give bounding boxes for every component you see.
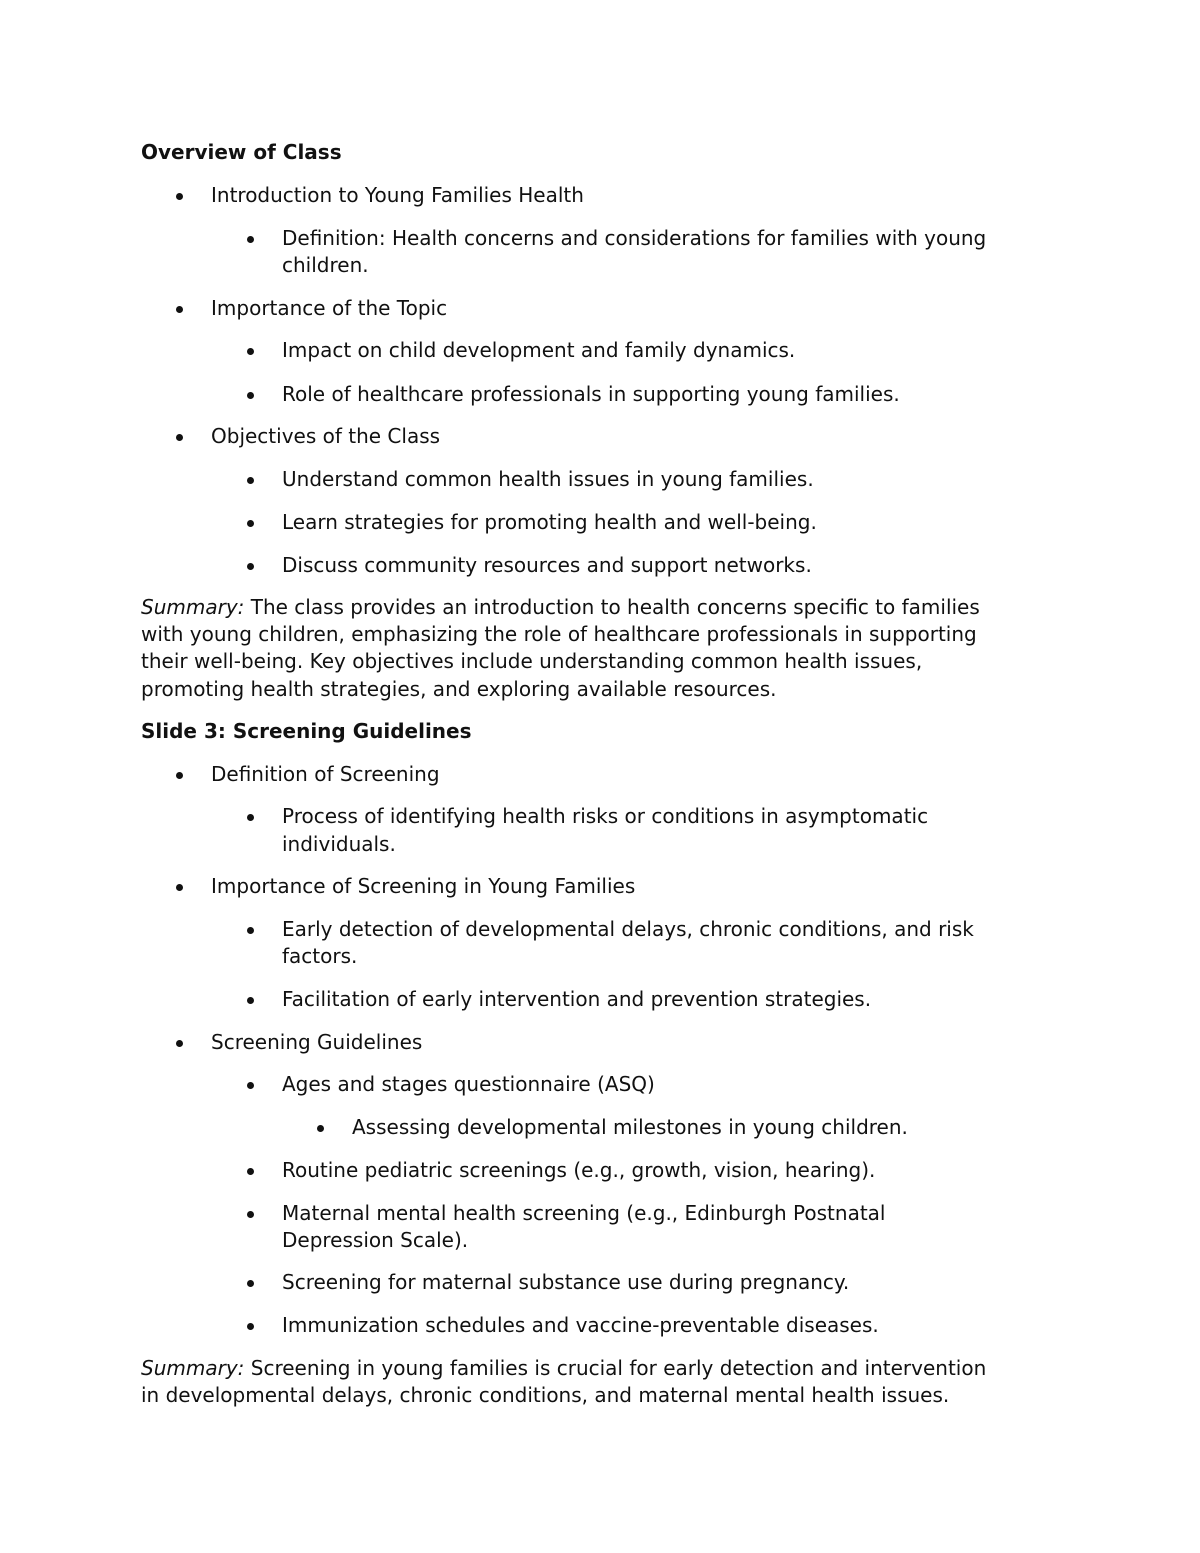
- bullet-icon: [247, 477, 254, 484]
- list-item-continuation: factors.: [282, 944, 358, 968]
- list-item: Ages and stages questionnaire (ASQ): [282, 1072, 655, 1096]
- summary-text: Screening in young families is crucial for early detection and intervention: [244, 1356, 987, 1380]
- list-item: Introduction to Young Families Health: [211, 183, 584, 207]
- summary-label: Summary:: [141, 595, 245, 619]
- bullet-icon: [176, 884, 183, 891]
- bullet-icon: [247, 1082, 254, 1089]
- bullet-icon: [247, 1211, 254, 1218]
- list-item: Understand common health issues in young families.: [282, 467, 814, 491]
- bullet-icon: [176, 193, 183, 200]
- list-item: Routine pediatric screenings (e.g., growth, vision, hearing).: [282, 1158, 876, 1182]
- bullet-icon: [247, 997, 254, 1004]
- list-item: Facilitation of early intervention and prevention strategies.: [282, 987, 872, 1011]
- list-item: Screening Guidelines: [211, 1030, 423, 1054]
- list-item-continuation: children.: [282, 253, 369, 277]
- summary-paragraph-line: their well-being. Key objectives include understanding common health issues,: [141, 649, 923, 673]
- summary-paragraph-line: [141, 594, 980, 621]
- list-item: Importance of the Topic: [211, 296, 448, 320]
- section-heading-screening: Slide 3: Screening Guidelines: [141, 719, 472, 743]
- list-item: Screening for maternal substance use during pregnancy.: [282, 1270, 850, 1294]
- list-item: Impact on child development and family dynamics.: [282, 338, 796, 362]
- summary-paragraph-line: promoting health strategies, and exploring available resources.: [141, 677, 777, 701]
- list-item: Importance of Screening in Young Families: [211, 874, 636, 898]
- bullet-icon: [247, 392, 254, 399]
- bullet-icon: [247, 236, 254, 243]
- summary-paragraph-line: in developmental delays, chronic conditions, and maternal mental health issues.: [141, 1383, 950, 1407]
- bullet-icon: [247, 1323, 254, 1330]
- list-item: Maternal mental health screening (e.g., Edinburgh Postnatal: [282, 1201, 886, 1225]
- bullet-icon: [247, 927, 254, 934]
- summary-label: Summary:: [141, 1356, 245, 1380]
- bullet-icon: [176, 1040, 183, 1047]
- bullet-icon: [247, 1280, 254, 1287]
- summary-paragraph-line: with young children, emphasizing the role of healthcare professionals in supporting: [141, 622, 977, 646]
- list-item: Learn strategies for promoting health and well-being.: [282, 510, 817, 534]
- list-item: Objectives of the Class: [211, 424, 441, 448]
- list-item: Role of healthcare professionals in supporting young families.: [282, 382, 900, 406]
- bullet-icon: [247, 563, 254, 570]
- list-item: Process of identifying health risks or conditions in asymptomatic: [282, 804, 929, 828]
- list-item: Assessing developmental milestones in young children.: [352, 1115, 908, 1139]
- bullet-icon: [176, 306, 183, 313]
- list-item: Immunization schedules and vaccine-preventable diseases.: [282, 1313, 879, 1337]
- summary-paragraph-line: [141, 1355, 986, 1382]
- list-item: Definition: Health concerns and considerations for families with young: [282, 226, 987, 250]
- bullet-icon: [176, 434, 183, 441]
- bullet-icon: [247, 348, 254, 355]
- summary-text: The class provides an introduction to health concerns specific to families: [244, 595, 980, 619]
- bullet-icon: [247, 814, 254, 821]
- list-item: Early detection of developmental delays, chronic conditions, and risk: [282, 917, 974, 941]
- list-item: Discuss community resources and support networks.: [282, 553, 812, 577]
- bullet-icon: [176, 772, 183, 779]
- section-heading-overview: Overview of Class: [141, 140, 342, 164]
- bullet-icon: [247, 1168, 254, 1175]
- bullet-icon: [317, 1125, 324, 1132]
- list-item: Definition of Screening: [211, 762, 440, 786]
- list-item-continuation: individuals.: [282, 832, 396, 856]
- bullet-icon: [247, 520, 254, 527]
- list-item-continuation: Depression Scale).: [282, 1228, 469, 1252]
